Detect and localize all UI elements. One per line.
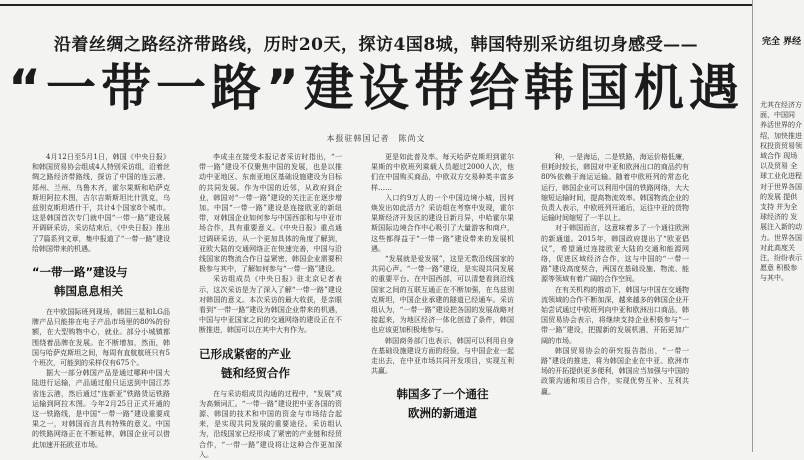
body-paragraph: 在有关机构的推动下，韩国与中国在交通物流领域的合作不断加深，越来越多的韩国企业开始尝试通过中欧班列向中亚和欧洲出口商品，韩国贸易协会表示，将继续支持企业积极参与“一带一路”建设，把握新的发展机遇，开拓更加广阔的市场。 bbox=[541, 285, 689, 345]
body-paragraph: 李成圭在接受本报记者采访时指出，“一带一路”建设不仅聚焦中国的发展，也是以推动中亚地区、东南亚地区基础设施建设为目标的共同发展。作为中国的近邻，从政府到企业，韩国对“一带一路”建设的关注正在逐步增加。中国“一带一路”建设是连接欧亚的新纽带，对韩国企业如何参与中国西部和与中亚市场合作，具有重要意义。《中央日报》重点通过调研采访，从一个更加具体的角度了解到，亚欧大陆的交通网络正在快速完善，中国与沿线国家的物流合作日益紧密，韩国企业需要积极参与其中，了解如何参与“一带一路”建设。 bbox=[199, 153, 342, 274]
body-paragraph: 采访组成员《中央日报》驻北京记者表示，这次采访是为了深入了解“一带一路”建设对韩国的意义。本次采访的最大收获，是亲眼看到“一带一路”建设为韩国企业带来的机遇，中国与中亚国家之间的交通网络的建设正在不断推进，韩国可以在其中大有作为。 bbox=[199, 275, 342, 335]
body-paragraph: 更是如此普及率。每天哈萨克斯坦到霍尔果斯的中欧班列乘载人员超过2000人次，他们在中国购买商品，中欧双方交易种类丰富多样…… bbox=[371, 153, 514, 192]
article-subhead: 沿着丝绸之路经济带路线，历时20天，探访4国8城，韩国特别采访组切身感受—— bbox=[53, 35, 699, 55]
section-heading-line: 已形成紧密的产业 bbox=[199, 346, 291, 361]
article-column-4 bbox=[541, 152, 689, 452]
section-heading bbox=[199, 345, 342, 383]
body-paragraph: 据大一部分韩国产品是通过哪种中国大陆进行运输，产品通过船只运送到中国江苏省连云港，然后通过“连新亚”铁路货运铁路运输到阿拉木图。今年2月25日正式开通的这一铁路线，是中国“一带一路”建设重要成果之一，对韩国而言具有特殊的意义。中国的铁路网络正在不断延伸，韩国企业可以借此加速开拓欧亚市场。 bbox=[32, 369, 170, 449]
article-column-3 bbox=[371, 152, 514, 452]
body-paragraph: 在中欧国际班列现场，韩国三星和LG品牌产品只能排在电子产品市场里的80%的份额，在大型购物中心，就业。部分小城镇都围绕着品牌在发展。在不断增加，然而，韩国与哈萨克斯坦之间，每周有直航航班只有5个班次，可能到的采样仅有675个。 bbox=[32, 308, 170, 368]
body-paragraph: 韩国商务部门也表示，韩国可以利用自身在基础设施建设方面的经验，与中国企业一起走出去，在中亚市场共同开发项目，实现互利共赢。 bbox=[371, 336, 514, 376]
adjacent-article-text: 尤其在经济方面，中国同 养活世界的介绍，加快推进 权投资贸易领域合作 现场以及贸易 全球工业化进程 对于世界各国的发展 提供支持 并为全球经济的 发展注入新的动力。世界各国 对此高度关注，纷纷表示愿意 积极参与其中。 bbox=[760, 101, 802, 283]
body-paragraph: “发展就是爱发展”，这是无数沿线国家的共同心声。“一带一路”建设，是实现共同发展的重要平台。在中国西部，可以清楚看到沿线国家之间的互联互通正在不断加强，在乌兹别克斯坦，中国企业承建的隧道已经通车。采访组认为，“一带一路”建设把各国的发展战略对接起来，为地区经济一体化创造了条件，韩国也应该更加积极地参与。 bbox=[371, 255, 514, 335]
body-paragraph: 4月12日至5月1日，韩国《中央日报》和韩国贸易协会组成4人特别采访组，沿着丝绸之路经济带路线，探访了中国的连云港、郑州、兰州、乌鲁木齐，霍尔果斯和哈萨克斯坦阿拉木图，吉尔吉斯斯坦比什凯克，乌兹别克斯坦塔什干，共计4个国家8个城市。这是韩国首次专门就中国“一带一路”建设展开调研采访，采访结束后，《中央日报》推出了7篇系列文章，集中报道了“一带一路”建设给韩国带来的机遇。 bbox=[32, 153, 170, 253]
section-heading-line: 链和经贸合作 bbox=[221, 365, 290, 380]
article-column-2 bbox=[199, 152, 342, 459]
body-paragraph: 韩国贸易协会的研究报告指出，“一带一路”建设的推进，将为韩国企业在中亚、欧洲市场的开拓提供更多便利，韩国应当加强与中国的政策沟通和项目合作，实现优势互补、互利共赢。 bbox=[541, 346, 689, 396]
section-heading-line: 韩国多了一个通往 bbox=[396, 387, 489, 402]
section-heading-line: “一带一路”建设与 bbox=[32, 265, 128, 280]
body-paragraph: 对于韩国而言，这意味着多了一个通往欧洲的新通道。2015年，韩国政府提出了“欧亚倡议”，希望通过连接欧亚大陆的交通和能源网络，促进区域经济合作，这与中国的“一带一路”建设高度契合，两国在基础设施、物流、能源等领域有着广阔的合作空间。 bbox=[541, 224, 689, 284]
adjacent-article-headline: 完全 界经 bbox=[762, 37, 802, 47]
article-headline: “一带一路”建设带给韩国机遇 bbox=[8, 59, 744, 117]
adjacent-article-body bbox=[760, 100, 802, 284]
body-paragraph: 种，一是海运，二是铁路，海运价格低廉，但耗时较长，韩国对中亚和欧洲出口的商品约有80%依赖于海运运输。随着中欧班列的常态化运行，韩国企业可以利用中国的铁路网络，大大缩短运输时间，提高物流效率。韩国物流企业的负责人表示，中欧班列开通后，运往中亚的货物运输时间缩短了一半以上。 bbox=[541, 153, 689, 223]
body-paragraph: 入口约9万人的一个中国边境小城，因何焕发出如此活力？采访组在考察中发现，霍尔果斯经济开发区的建设日新月异，中哈霍尔果斯国际边境合作中心吸引了大量游客和商户，这些都得益于“一带一路”建设带来的发展机遇。 bbox=[371, 193, 514, 253]
body-paragraph: 在与采访组成员沟通的过程中，“发展”成为高频词汇。“一带一路”建设把中亚各国的资源、韩国的技术和中国的资金与市场结合起来，是实现共同发展的重要途径。采访组认为，沿线国家已经形成了紧密的产业链和经贸合作，“一带一路”建设将让这种合作更加深入。 bbox=[199, 389, 342, 459]
column-divider bbox=[752, 0, 753, 452]
article-column-1 bbox=[32, 152, 170, 452]
article-byline: 本报驻韩国记者 陈尚文 bbox=[326, 134, 426, 143]
section-heading-line: 韩国息息相关 bbox=[54, 284, 123, 299]
adjacent-article bbox=[757, 0, 804, 452]
section-heading bbox=[371, 385, 514, 423]
section-heading bbox=[32, 263, 170, 301]
section-heading-line: 欧洲的新通道 bbox=[408, 406, 477, 421]
top-rule bbox=[0, 4, 752, 6]
